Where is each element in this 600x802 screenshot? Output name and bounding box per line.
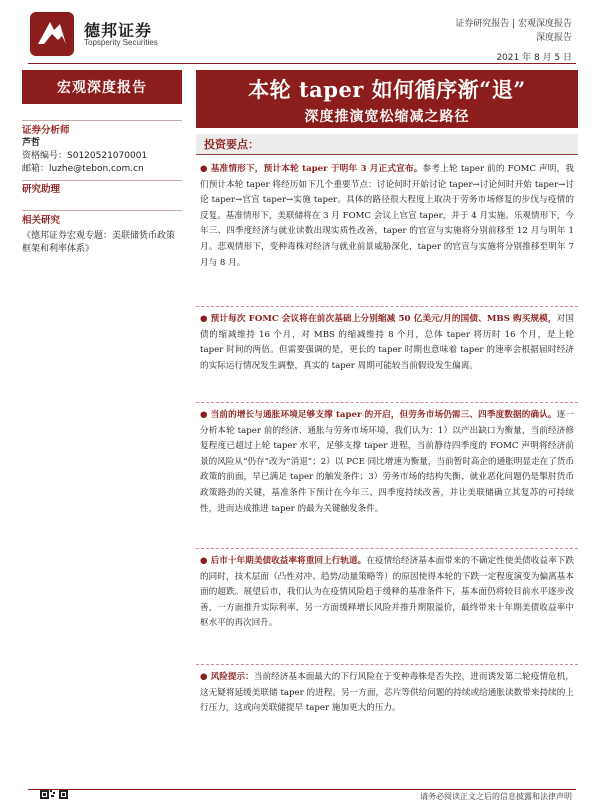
header-divider: [28, 63, 576, 64]
risk-warning-text: 当前经济基本面最大的下行风险在于变种毒株是否失控，进而诱发第二轮疫情危机，这无疑将延缓美联储 taper 的进程。另一方面，芯片等供给问题的持续或给通胀读数带来持续的上行压力，这或向美联储提早 taper 施加更大的压力。: [200, 672, 574, 714]
report-type: [455, 17, 572, 45]
sidebar-divider: [22, 120, 182, 121]
section-divider: [196, 548, 578, 549]
brand-logo-icon: [30, 12, 74, 56]
related-section: [22, 214, 182, 256]
report-date: 2021 年 8 月 5 日: [496, 53, 572, 63]
assistant-heading: 研究助理: [22, 184, 61, 195]
key-point-4: [200, 554, 574, 632]
key-point-1: [200, 162, 574, 271]
page-subtitle: 深度推演宽松缩减之路径: [304, 109, 470, 125]
key-point-text: 在疫情给经济基本面带来的不确定性使美债收益率下跌的同时，技术层面（凸性对冲、趋势/动量策略等）的原因使得本轮的下跌一定程度演变为偏离基本面的超跌。展望后市，我们认为在疫情风险趋于缓释的基准条件下，基本面仍将较目前水平逐步改善，一方面推升实际利率，另一方面缓释增长风险并推升期限溢价，最终带来十年期美债收益率中枢水平的再次回升。: [200, 556, 574, 629]
footer-disclaimer: 请务必阅读正文之后的信息披露和法律声明: [420, 792, 572, 801]
analyst-name: 芦哲: [22, 138, 41, 148]
section-divider: [196, 306, 578, 307]
report-header: [0, 0, 600, 62]
related-heading: 相关研究: [22, 215, 61, 226]
bullet-icon: ●: [200, 556, 208, 566]
page-title: 本轮 taper 如何循序渐“退”: [248, 77, 526, 102]
analyst-section: [22, 124, 182, 176]
related-report-link[interactable]: 《德邦证券宏观专题：美联储货币政策框架和利率体系》: [22, 231, 176, 254]
sidebar-divider: [22, 180, 182, 181]
key-point-text: 逐一分析本轮 taper 前的经济、通胀与劳务市场环境，我们认为：1）以产出缺口为衡量，当前经济修复程度已超过上轮 taper 水平，足够支撑 taper 进程，当前静待四季度的 FOMC 声明将经济前景的风险从“仍存”改为“消退”；2）以 PCE 同比增速为衡量，当前暂时高企的通胀明显走在了货币政策的前面，早已满足 taper 的触发条件；3）劳务市场的结构失衡、就业恶化问题仍是掣肘货币政策路劲的关键，基准条件下预计在今年三、四季度持续改善，并让美联储确立其复苏的可持续性，进而达成推进 taper 的最为关键触发条件。: [200, 410, 574, 514]
qr-code-icon: [40, 789, 68, 800]
key-point-lead: 预计每次 FOMC 会议将在前次基础上分别缩减 50 亿美元/月的国债、MBS 购买规模，: [210, 314, 557, 324]
bullet-icon: ●: [200, 672, 208, 682]
key-point-text: 参考上轮 taper 前的 FOMC 声明，我们预计本轮 taper 将经历如下几个重要节点：讨论何时开始讨论 taper→讨论何时开始 taper→讨论 taper→官宣 taper→实施 taper。具体的路径很大程度上取决于劳务市场修复的步伐与疫情的反复。基准情形下，美联储将在 3 月 FOMC 会议上官宣 taper，并于 4 月实施。乐观情形下，今年三、四季度经济与就业读数出现实质性改善，taper 的官宣与实施将分别前移至 12 月与明年 1 月。悲观情形下，变种毒株对经济与就业前景威胁深化，taper 的官宣与实施将分别推移至明年 7 月与 8 月。: [200, 164, 575, 268]
analyst-email[interactable]: 邮箱：luzhe@tebon.com.cn: [22, 164, 144, 174]
key-point-2: [200, 312, 574, 374]
key-point-lead: 后市十年期美债收益率将重回上行轨道。: [210, 556, 367, 566]
key-points-bar: [196, 134, 578, 155]
key-point-text: 对国债的缩减维持 16 个月，对 MBS 的缩减维持 8 个月，总体 taper 将历时 16 个月，是上轮 taper 时间的两倍。但需要强调的是，更长的 taper 时期也意味着 taper 的速率会根据届时经济的实际运行情况发生调整，真实的 taper 周期可能较当前假设发生偏离。: [200, 314, 575, 371]
bullet-icon: ●: [200, 314, 208, 324]
report-type-line2: 深度报告: [535, 33, 572, 43]
footer-divider: [28, 789, 576, 790]
analyst-cert: 资格编号：S0120521070001: [22, 151, 148, 161]
brand-name: 德邦证券: [84, 21, 153, 40]
sidebar-divider: [22, 210, 182, 211]
title-banner: [196, 70, 578, 128]
risk-warning: [200, 670, 574, 717]
risk-warning-lead: 风险提示：: [210, 672, 254, 682]
key-points-label: 投资要点：: [204, 138, 259, 151]
key-point-lead: 当前的增长与通胀环境足够支撑 taper 的开启，但劳务市场仍需三、四季度数据的确认。: [210, 410, 557, 420]
key-point-3: [200, 408, 574, 517]
assistant-section: [22, 183, 182, 196]
report-type-line1: 证券研究报告 | 宏观深度报告: [455, 19, 572, 29]
analyst-heading: 证券分析师: [22, 125, 70, 136]
section-divider: [196, 402, 578, 403]
section-divider: [196, 664, 578, 665]
category-banner: 宏观深度报告: [22, 70, 182, 104]
bullet-icon: ●: [200, 410, 208, 420]
key-point-lead: 基准情形下，预计本轮 taper 于明年 3 月正式宣布。: [210, 164, 423, 174]
bullet-icon: ●: [200, 164, 208, 174]
brand-name-en: Topsperity Securities: [84, 38, 158, 47]
